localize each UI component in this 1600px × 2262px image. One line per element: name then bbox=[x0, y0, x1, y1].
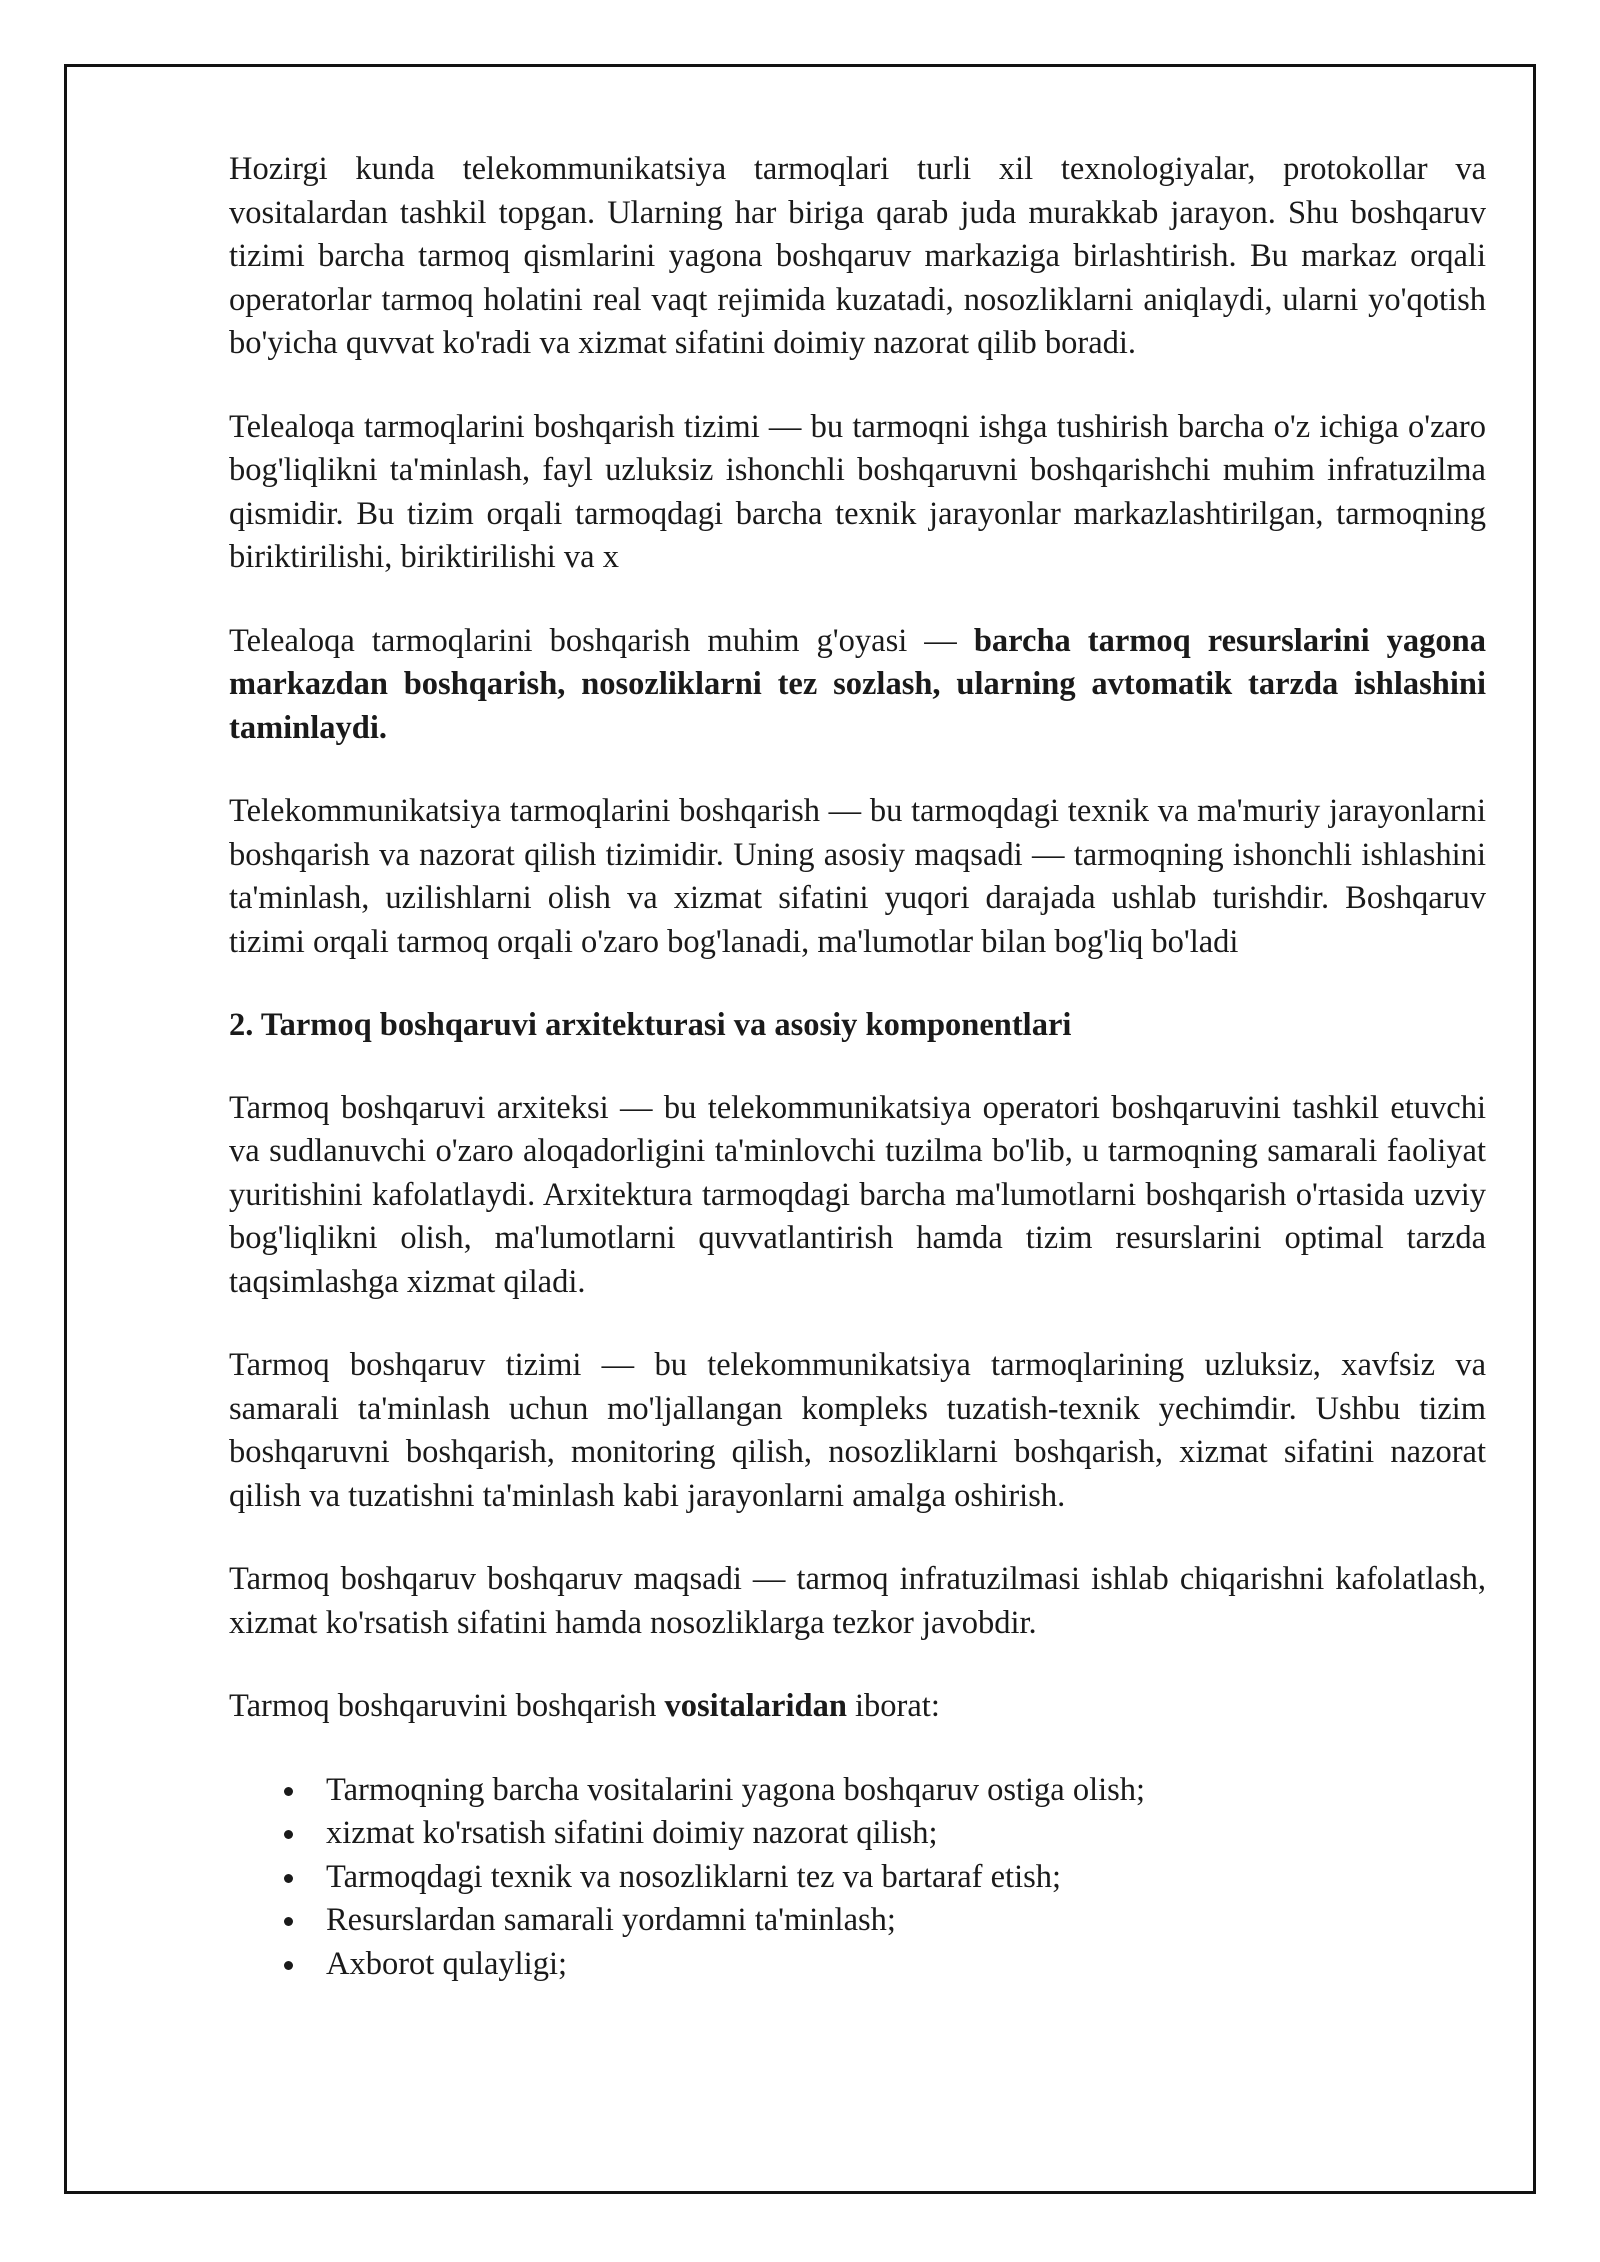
paragraph-main-idea bbox=[229, 620, 1486, 751]
main-idea-bold-text: barcha tarmoq resurslarini yagona markazdan boshqarish, nosozliklarni tez sozlash, ularning avtomatik tarzda ishlashini taminlaydi. bbox=[229, 622, 1487, 746]
list-item bbox=[229, 1812, 1486, 1856]
paragraph-management-purpose: Tarmoq boshqaruv boshqaruv maqsadi — tarmoq infratuzilmasi ishlab chiqarishni kafolatlash, xizmat ko'rsatish sifatini hamda nosozliklarga tezkor javobdir. bbox=[229, 1561, 1486, 1641]
section-heading: 2. Tarmoq boshqaruvi arxitekturasi va asosiy komponentlari bbox=[229, 1007, 1072, 1043]
list-item bbox=[229, 1899, 1486, 1943]
paragraph-management-system: Tarmoq boshqaruv tizimi — bu telekommunikatsiya tarmoqlarining uzluksiz, xavfsiz va samarali ta'minlash uchun mo'ljallangan kompleks tuzatish-texnik yechimdir. Ushbu tizim boshqaruvni boshqarish, monitoring qilish, nosozliklarni boshqarish, xizmat sifatini nazorat qilish va tuzatishni ta'minlash kabi jarayonlarni amalga oshirish. bbox=[229, 1347, 1486, 1514]
bullet-icon bbox=[284, 1830, 293, 1839]
list-item-text: Axborot qulayligi; bbox=[326, 1945, 568, 1982]
bullet-icon bbox=[284, 1874, 293, 1883]
paragraph-architecture: Tarmoq boshqaruvi arxiteksi — bu telekommunikatsiya operatori boshqaruvini tashkil etuvchi va sudlanuvchi o'zaro aloqadorligini ta'minlovchi tuzilma bo'lib, u tarmoqning samarali faoliyat yuritishini kafolatlaydi. Arxitektura tarmoqdagi barcha ma'lumotlarni boshqarish o'rtasida uzviy bog'liqlikni olish, ma'lumotlarni quvvatlantirish hamda tizim resurslarini optimal tarzda taqsimlashga xizmat qiladi. bbox=[229, 1089, 1486, 1300]
paragraph-tools-intro bbox=[229, 1685, 1486, 1729]
document-body bbox=[229, 148, 1486, 1986]
main-idea-text: Telealoqa tarmoqlarini boshqarish muhim g'oyasi — bbox=[229, 622, 974, 659]
list-item bbox=[229, 1856, 1486, 1900]
bullet-icon bbox=[284, 1787, 293, 1796]
tools-intro-suffix: iborat: bbox=[846, 1688, 940, 1724]
paragraph-system-definition: Telealoqa tarmoqlarini boshqarish tizimi — bu tarmoqni ishga tushirish barcha o'z ichiga o'zaro bog'liqlikni ta'minlash, fayl uzluksiz ishonchli boshqaruvni boshqarishchi muhim infratuzilma qismidir. Bu tizim orqali tarmoqdagi barcha texnik jarayonlar markazlashtirilgan, tarmoqning biriktirilishi, biriktirilishi va x bbox=[229, 408, 1486, 575]
list-item-text: xizmat ko'rsatish sifatini doimiy nazorat qilish; bbox=[326, 1815, 938, 1851]
list-item bbox=[229, 1769, 1486, 1813]
bullet-icon bbox=[284, 1917, 293, 1926]
paragraph-intro: Hozirgi kunda telekommunikatsiya tarmoqlari turli xil texnologiyalar, protokollar va vositalardan tashkil topgan. Ularning har biriga qarab juda murakkab jarayon. Shu boshqaruv tizimi barcha tarmoq qismlarini yagona boshqaruv markaziga birlashtirish. Bu markaz orqali operatorlar tarmoq holatini real vaqt rejimida kuzatadi, nosozliklarni aniqlaydi, ularni yo'qotish bo'yicha quvvat ko'radi va xizmat sifatini doimiy nazorat qilib boradi. bbox=[229, 151, 1486, 361]
tools-bullet-list bbox=[229, 1769, 1486, 1987]
tools-intro-bold-text: vositalaridan bbox=[664, 1688, 847, 1724]
paragraph-management-goal: Telekommunikatsiya tarmoqlarini boshqarish — bu tarmoqdagi texnik va ma'muriy jarayonlarni boshqarish va nazorat qilish tizimidir. Uning asosiy maqsadi — tarmoqning ishonchli ishlashini ta'minlash, uzilishlarni olish va xizmat sifatini yuqori darajada ushlab turishdir. Boshqaruv tizimi orqali tarmoq orqali o'zaro bog'lanadi, ma'lumotlar bilan bog'liq bo'ladi bbox=[229, 793, 1486, 960]
list-item-text: Tarmoqdagi texnik va nosozliklarni tez va bartaraf etish; bbox=[326, 1858, 1062, 1895]
list-item-text: Tarmoqning barcha vositalarini yagona boshqaruv ostiga olish; bbox=[326, 1771, 1146, 1808]
list-item bbox=[229, 1943, 1486, 1987]
bullet-icon bbox=[284, 1961, 293, 1970]
tools-intro-text: Tarmoq boshqaruvini boshqarish bbox=[229, 1688, 665, 1724]
list-item-text: Resurslardan samarali yordamni ta'minlash; bbox=[326, 1902, 896, 1938]
